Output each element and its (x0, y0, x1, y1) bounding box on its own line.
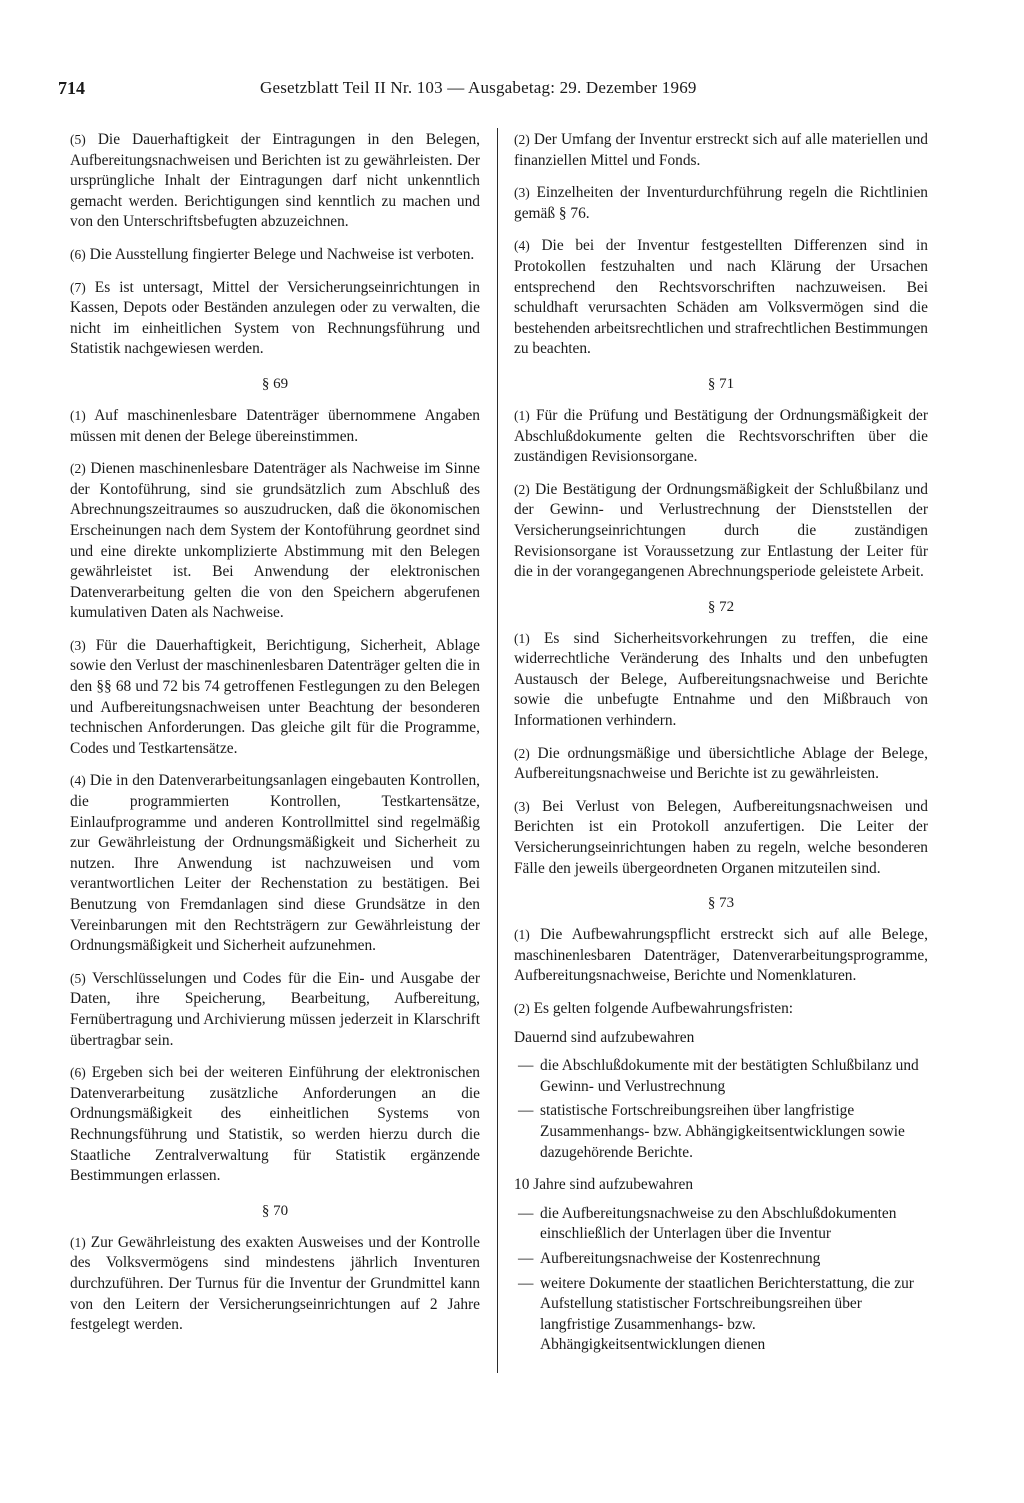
page-header (58, 78, 938, 104)
list-item: — die Aufbereitungsnachweise zu den Abschlußdokumenten einschließlich der Unterlagen über die Inventur (518, 1204, 897, 1243)
paragraph-68-7: (7) Es ist untersagt, Mittel der Versicherungseinrichtungen in Kassen, Depots oder Beständen anzulegen oder zu verwalten, die nicht im einheitlichen System von Rechnungsführung und Statistik nachgewiesen werden. (70, 278, 480, 358)
section-heading-70: § 70 (261, 1202, 289, 1219)
paragraph-70-2: (2) Der Umfang der Inventur erstreckt sich auf alle materiellen und finanziellen Mittel und Fonds. (514, 131, 928, 169)
page-title: Gesetzblatt Teil II Nr. 103 — Ausgabetag: 29. Dezember 1969 (260, 78, 697, 97)
list-item: — Aufbereitungsnachweise der Kostenrechnung (518, 1249, 821, 1267)
right-column (514, 130, 928, 1368)
paragraph-69-2: (2) Dienen maschinenlesbare Datenträger als Nachweise im Sinne der Kontoführung, sind sie grundsätzlich zum Abschluß des Abrechnungszeitraumes so auszudrucken, daß die ökonomischen Erscheinungen nach dem System der Kontoführung geordnet sind und eine direkte unkomplizierte Abstimmung mit den Belegen gewährleistet ist. Bei Anwendung der elektronischen Datenverarbeitung gelten die von den Speichern abgerufenen kumulativen Daten als Nachweise. (70, 460, 480, 622)
paragraph-71-2: (2) Die Bestätigung der Ordnungsmäßigkeit der Schlußbilanz und der Gewinn- und Verlustrechnung der Dienststellen der Versicherungseinrichtungen durch die zuständigen Revisionsorgane ist Voraussetzung zur Entlastung der Leiter für die in der vorangegangenen Abrechnungsperiode geleistete Arbeit. (514, 480, 928, 581)
ten-year-retention-list (514, 1204, 928, 1356)
paragraph-73-1: (1) Die Aufbewahrungspflicht erstreckt sich auf alle Belege, maschinenlesbaren Datenträger, Datenverarbeitungsprogramme, Aufbereitungsnachweise, Berichte und Nomenklaturen. (514, 926, 928, 985)
paragraph-69-3: (3) Für die Dauerhaftigkeit, Berichtigung, Sicherheit, Ablage sowie den Verlust der maschinenlesbaren Datenträger gelten die in den §§ 68 und 72 bis 74 getroffenen Festlegungen zu den Belegen und Aufbereitungsnachweisen unter Beachtung der besonderen technischen Anforderungen. Das gleiche gilt für die Programme, Codes und Testkartensätze. (70, 636, 480, 757)
page-number: 714 (58, 78, 85, 98)
section-heading-72: § 72 (707, 598, 735, 615)
paragraph-69-4: (4) Die in den Datenverarbeitungsanlagen eingebauten Kontrollen, die programmierten Kontrollen, Testkartensätze, Einlaufprogramme und anderen Kontrollmittel sind regelmäßig zur Gewährleistung der Ordnungsmäßigkeit und Sicherheit zu nutzen. Ihre Anwendung ist nachzuweisen und vom verantwortlichen Leiter der Rechenstation zu bestätigen. Bei Benutzung von Fremdanlagen sind diese Grundsätze in den Vereinbarungen mit den Rechtsträgern zur Gewährleistung der Ordnungsmäßigkeit und Sicherheit aufzunehmen. (70, 772, 480, 955)
list-item: — die Abschlußdokumente mit der bestätigten Schlußbilanz und Gewinn- und Verlustrechnung (518, 1057, 919, 1095)
paragraph-68-6: (6) Die Ausstellung fingierter Belege und Nachweise ist verboten. (70, 245, 475, 263)
paragraph-69-1: (1) Auf maschinenlesbare Datenträger übernommene Angaben müssen mit denen der Belege übereinstimmen. (70, 406, 480, 445)
paragraph-73-2: (2) Es gelten folgende Aufbewahrungsfristen: (514, 1000, 794, 1017)
permanent-retention-label: Dauernd sind aufzubewahren (514, 1028, 695, 1046)
ten-year-retention-label: 10 Jahre sind aufzubewahren (514, 1176, 694, 1194)
column-divider (497, 128, 498, 1373)
paragraph-72-3: (3) Bei Verlust von Belegen, Aufbereitungsnachweisen und Berichten ist ein Protokoll anzufertigen. Die Leiter der Versicherungseinrichtungen haben zu regeln, welche besonderen Fälle den jeweils übergeordneten Organen mitzuteilen sind. (514, 797, 928, 877)
list-item: — weitere Dokumente der staatlichen Berichterstattung, die zur Aufstellung statistischer Fortschreibungsreihen über langfristige Zusammenhangs- bzw. Abhängigkeitsentwicklungen dienen (518, 1274, 914, 1354)
paragraph-70-3: (3) Einzelheiten der Inventurdurchführung regeln die Richtlinien gemäß § 76. (514, 184, 928, 222)
paragraph-72-1: (1) Es sind Sicherheitsvorkehrungen zu treffen, die eine widerrechtliche Veränderung des Inhalts und den unbefugten Austausch der Belege, Aufbereitungsnachweise und Berichte sowie die unbefugte Entnahme und den Mißbrauch von Informationen verhindern. (514, 629, 928, 730)
permanent-retention-list (514, 1056, 928, 1163)
paragraph-70-4: (4) Die bei der Inventur festgestellten Differenzen sind in Protokollen festzuhalten und nach Klärung der Ursachen entsprechend den Rechtsvorschriften nachzuweisen. Bei schuldhaft verursachten Schäden am Volksvermögen sind die bestehenden arbeitsrechtlichen und strafrechtlichen Bestimmungen zu beachten. (514, 237, 928, 358)
paragraph-70-1: (1) Zur Gewährleistung des exakten Ausweises und der Kontrolle des Volksvermögens sind mindestens jährlich Inventuren durchzuführen. Der Turnus für die Inventur der Grundmittel kann von den Leitern der Versicherungseinrichtungen auf 2 Jahre festgelegt werden. (70, 1233, 480, 1334)
section-heading-73: § 73 (707, 895, 735, 912)
list-item: — statistische Fortschreibungsreihen über langfristige Zusammenhangs- bzw. Abhängigkeitsentwicklungen sowie dazugehörende Berichte. (518, 1102, 905, 1161)
section-heading-69: § 69 (261, 375, 289, 392)
paragraph-72-2: (2) Die ordnungsmäßige und übersichtliche Ablage der Belege, Aufbereitungsnachweise und Berichte ist zu gewährleisten. (514, 744, 928, 783)
paragraph-71-1: (1) Für die Prüfung und Bestätigung der Ordnungsmäßigkeit der Abschlußdokumente gelten die Rechtsvorschriften über die zuständigen Revisionsorgane. (514, 406, 928, 466)
section-heading-71: § 71 (707, 375, 735, 392)
left-column (70, 130, 480, 1348)
paragraph-68-5: (5) Die Dauerhaftigkeit der Eintragungen in den Belegen, Aufbereitungsnachweisen und Berichten ist zu gewährleisten. Der ursprüngliche Inhalt der Eintragungen darf nicht unkenntlich gemacht werden. Berichtigungen sind kenntlich zu machen und von den Unterschriftsbefugten abzuzeichnen. (70, 131, 480, 231)
paragraph-69-5: (5) Verschlüsselungen und Codes für die Ein- und Ausgabe der Daten, ihre Speicherung, Bearbeitung, Aufbereitung, Fernübertragung und Archivierung müssen jederzeit in Klarschrift übertragbar sein. (70, 969, 480, 1049)
paragraph-69-6: (6) Ergeben sich bei der weiteren Einführung der elektronischen Datenverarbeitung zusätzliche Anforderungen an die Ordnungsmäßigkeit des einheitlichen Systems von Rechnungsführung und Statistik, so werden hierzu durch die Staatliche Zentralverwaltung für Statistik ergänzende Bestimmungen erlassen. (70, 1064, 480, 1185)
